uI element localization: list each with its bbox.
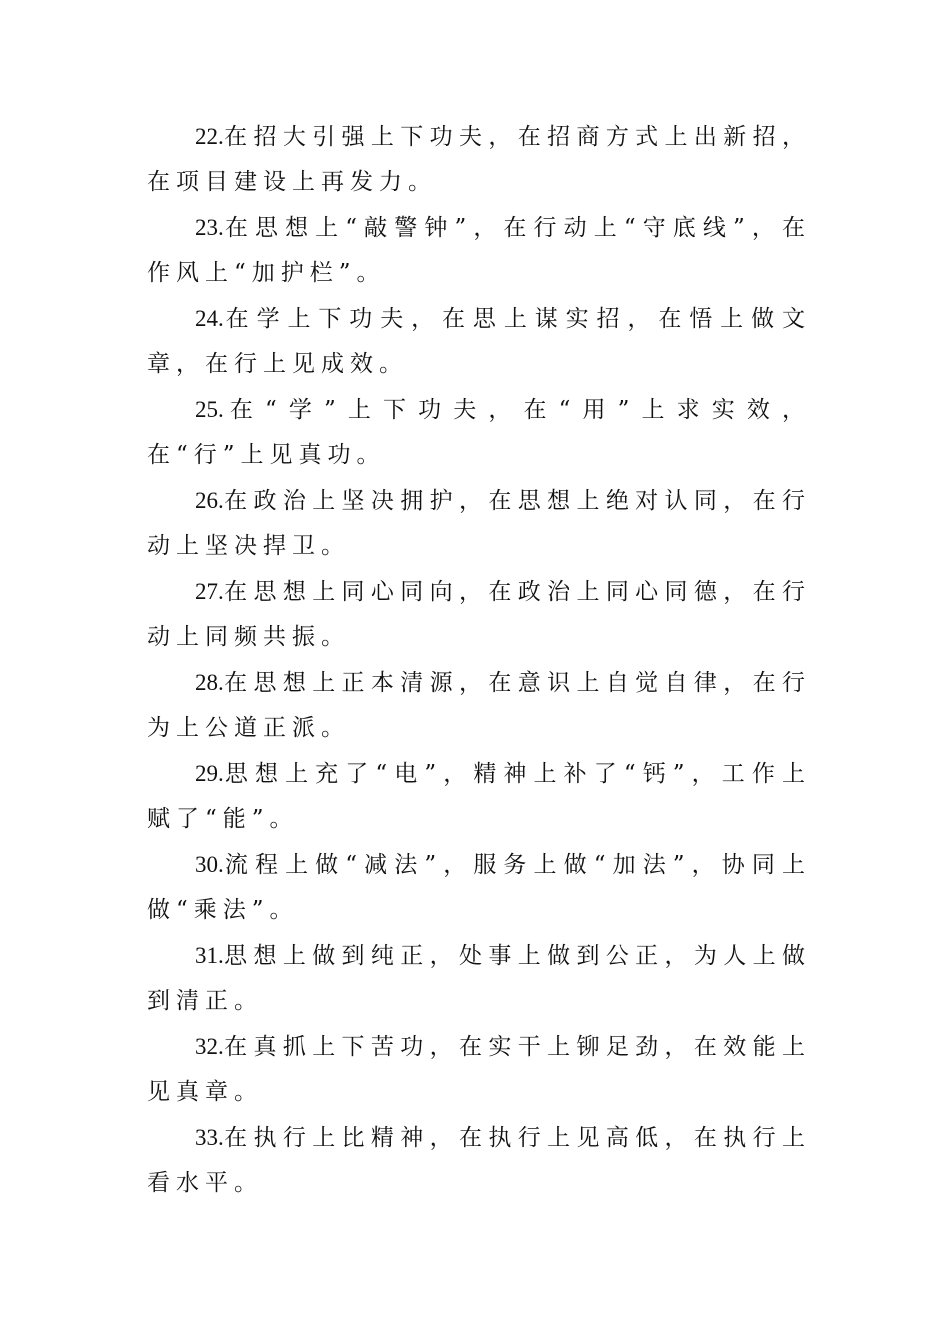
paragraph-27 xyxy=(147,569,811,660)
paragraph-number: 30. xyxy=(195,852,224,877)
document-body xyxy=(147,114,811,1206)
paragraph-text: 在招大引强上下功夫，在招商方式上出新招，在项目建设上再发力。 xyxy=(147,124,811,195)
paragraph-text: 思想上做到纯正，处事上做到公正，为人上做到清正。 xyxy=(147,943,811,1014)
paragraph-text: 在思想上“敲警钟”，在行动上“守底线”，在作风上“加护栏”。 xyxy=(147,215,811,286)
paragraph-22 xyxy=(147,114,811,205)
paragraph-26 xyxy=(147,478,811,569)
paragraph-32 xyxy=(147,1024,811,1115)
paragraph-number: 22. xyxy=(195,124,224,149)
paragraph-33 xyxy=(147,1115,811,1206)
paragraph-number: 27. xyxy=(195,579,224,604)
paragraph-number: 29. xyxy=(195,761,224,786)
paragraph-number: 23. xyxy=(195,215,224,240)
paragraph-text: 在学上下功夫，在思上谋实招，在悟上做文章，在行上见成效。 xyxy=(147,306,811,377)
paragraph-29 xyxy=(147,751,811,842)
paragraph-number: 25. xyxy=(195,397,224,422)
paragraph-24 xyxy=(147,296,811,387)
paragraph-number: 24. xyxy=(195,306,224,331)
paragraph-23 xyxy=(147,205,811,296)
paragraph-28 xyxy=(147,660,811,751)
paragraph-30 xyxy=(147,842,811,933)
paragraph-25 xyxy=(147,387,811,478)
paragraph-number: 31. xyxy=(195,943,224,968)
paragraph-text: 在思想上正本清源，在意识上自觉自律，在行为上公道正派。 xyxy=(147,670,811,741)
paragraph-text: 在政治上坚决拥护，在思想上绝对认同，在行动上坚决捍卫。 xyxy=(147,488,811,559)
paragraph-number: 32. xyxy=(195,1034,224,1059)
paragraph-text: 在思想上同心同向，在政治上同心同德，在行动上同频共振。 xyxy=(147,579,811,650)
paragraph-31 xyxy=(147,933,811,1024)
paragraph-number: 26. xyxy=(195,488,224,513)
paragraph-text: 在执行上比精神，在执行上见高低，在执行上看水平。 xyxy=(147,1125,811,1196)
paragraph-text: 思想上充了“电”，精神上补了“钙”，工作上赋了“能”。 xyxy=(147,761,811,832)
paragraph-text: 流程上做“减法”，服务上做“加法”，协同上做“乘法”。 xyxy=(147,852,811,923)
paragraph-number: 28. xyxy=(195,670,224,695)
paragraph-number: 33. xyxy=(195,1125,224,1150)
paragraph-text: 在真抓上下苦功，在实干上铆足劲，在效能上见真章。 xyxy=(147,1034,811,1105)
paragraph-text: 在“学”上下功夫，在“用”上求实效，在“行”上见真功。 xyxy=(147,397,811,468)
